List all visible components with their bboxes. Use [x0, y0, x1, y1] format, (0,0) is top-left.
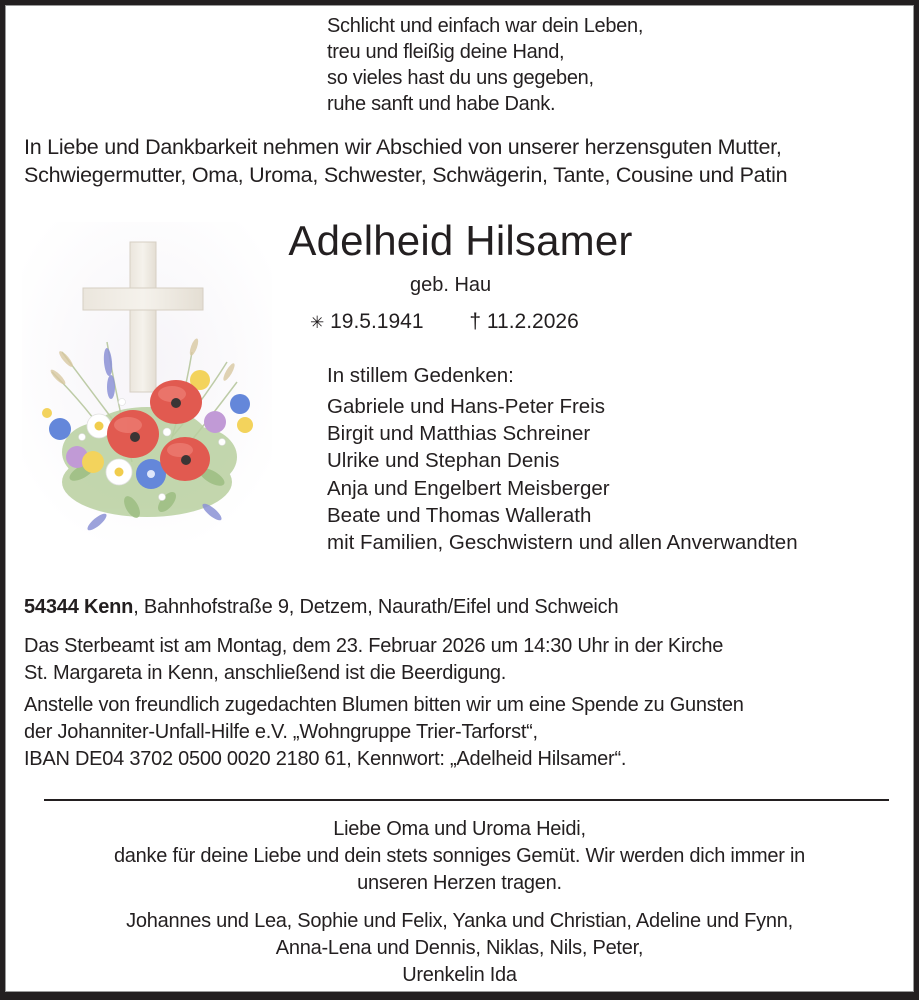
death-cross-icon: †	[469, 310, 482, 333]
poem	[327, 13, 643, 117]
donation-line: Anstelle von freundlich zugedachten Blumen bitten wir um eine Spende zu Gunsten	[24, 694, 744, 716]
poem-line: so vieles hast du uns gegeben,	[327, 67, 594, 89]
service-info	[24, 633, 723, 687]
poem-line: Schlicht und einfach war dein Leben,	[327, 15, 644, 37]
grandchildren-line: Johannes und Lea, Sophie und Felix, Yanka und Christian, Adeline und Fynn,	[126, 910, 793, 932]
service-line: Das Sterbeamt ist am Montag, dem 23. Februar 2026 um 14:30 Uhr in der Kirche	[24, 635, 724, 657]
birth-date: 19.5.1941	[330, 310, 424, 333]
service-line: St. Margareta in Kenn, anschließend ist die Beerdigung.	[24, 662, 507, 684]
poem-line: treu und fleißig deine Hand,	[327, 41, 565, 63]
mourners-list	[327, 393, 798, 556]
mourners-title: In stillem Gedenken:	[327, 364, 514, 387]
maiden-name: geb. Hau	[410, 274, 492, 296]
section-divider	[44, 799, 889, 801]
address-rest: , Bahnhofstraße 9, Detzem, Naurath/Eifel und Schweich	[133, 596, 619, 618]
deceased-name-text: Adelheid Hilsamer	[288, 217, 633, 264]
death-date: 11.2.2026	[486, 310, 579, 333]
mourner-item: Gabriele und Hans-Peter Freis	[327, 395, 606, 418]
life-dates	[310, 308, 579, 337]
grandchildren-signatures	[0, 908, 919, 989]
donation-line: der Johanniter-Unfall-Hilfe e.V. „Wohngruppe Trier-Tarforst“,	[24, 721, 538, 743]
mourner-item: Ulrike und Stephan Denis	[327, 449, 560, 473]
mourner-item: Beate und Thomas Wallerath	[327, 503, 592, 527]
intro-text	[24, 133, 896, 189]
intro-line: Schwiegermutter, Oma, Uroma, Schwester, Schwägerin, Tante, Cousine und Patin	[24, 163, 788, 187]
mourner-item: mit Familien, Geschwistern und allen Anverwandten	[327, 531, 798, 555]
mourner-item: Anja und Engelbert Meisberger	[327, 476, 610, 500]
poem-line: ruhe sanft und habe Dank.	[327, 93, 556, 115]
grandchildren-line: Urenkelin Ida	[402, 964, 517, 986]
mourner-item: Birgit und Matthias Schreiner	[327, 422, 591, 446]
birth-star-icon: ✳	[310, 313, 325, 333]
deceased-name	[0, 215, 919, 267]
intro-line: In Liebe und Dankbarkeit nehmen wir Abschied von unserer herzensguten Mutter,	[24, 135, 782, 159]
cross-with-wildflowers-icon	[22, 222, 272, 540]
farewell-line: Liebe Oma und Uroma Heidi,	[333, 818, 586, 840]
donation-line: IBAN DE04 3702 0500 0020 2180 61, Kennwort: „Adelheid Hilsamer“.	[24, 748, 627, 770]
farewell-message	[0, 816, 919, 897]
address	[24, 594, 618, 621]
grandchildren-line: Anna-Lena und Dennis, Niklas, Nils, Peter,	[275, 937, 644, 959]
farewell-line: danke für deine Liebe und dein stets sonniges Gemüt. Wir werden dich immer in	[113, 845, 806, 867]
farewell-line: unseren Herzen tragen.	[357, 872, 562, 894]
address-city: 54344 Kenn	[24, 596, 134, 618]
donation-info	[24, 692, 744, 773]
